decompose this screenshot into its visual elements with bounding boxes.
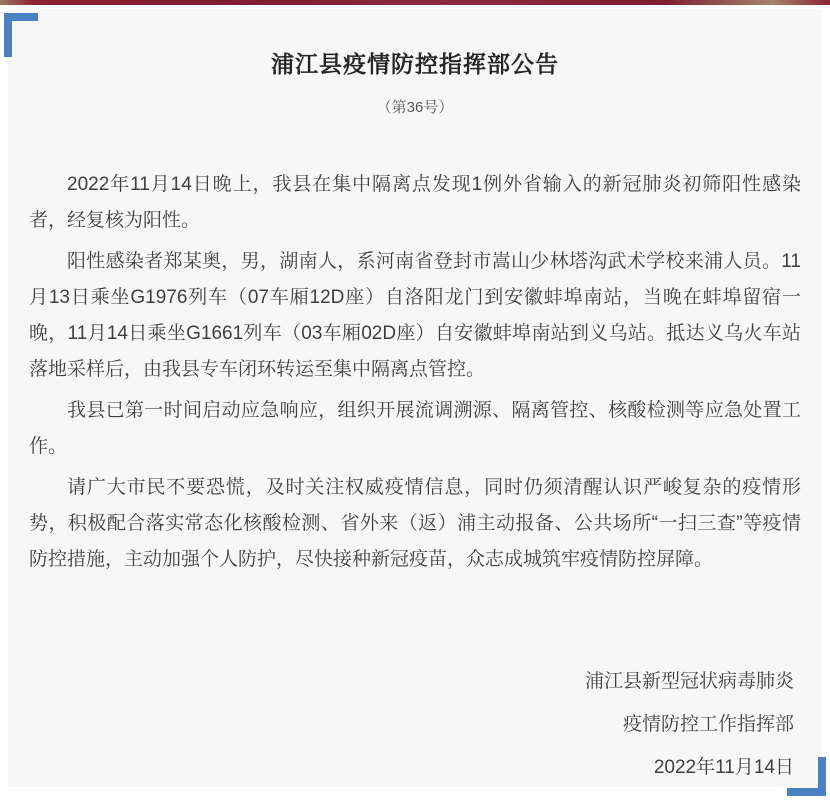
body-paragraph-3: 我县已第一时间启动应急响应，组织开展流调溯源、隔离管控、核酸检测等应急处置工作。 — [29, 400, 801, 457]
body-paragraph-2: 阳性感染者郑某奥，男，湖南人，系河南省登封市嵩山少林塔沟武术学校来浦人员。11月13日乘坐G1976列车（07车厢12D座）自洛阳龙门到安徽蚌埠南站，当晚在蚌埠留宿一晚，11月14日乘坐G1661列车（03车厢02D座）自安徽蚌埠南站到义乌站。抵达义乌火车站落地采样后，由我县专车闭环转运至集中隔离点管控。 — [29, 251, 801, 380]
corner-bracket-top-left-icon — [4, 13, 38, 57]
signature-block — [8, 660, 822, 789]
signature-org-line-2: 疫情防控工作指挥部 — [622, 714, 794, 735]
body-paragraph-1: 2022年11月14日晚上，我县在集中隔离点发现1例外省输入的新冠肺炎初筛阳性感染者，经复核为阳性。 — [29, 174, 801, 231]
signature-org-line-1: 浦江县新型冠状病毒肺炎 — [584, 671, 794, 692]
body-paragraph-4: 请广大市民不要恐慌，及时关注权威疫情信息，同时仍须清醒认识严峻复杂的疫情形势，积极配合落实常态化核酸检测、省外来（返）浦主动报备、公共场所“一扫三查”等疫情防控措施，主动加强个人防护，尽快接种新冠疫苗，众志成城筑牢疫情防控屏障。 — [29, 477, 801, 570]
signature-date: 2022年11月14日 — [653, 757, 794, 778]
corner-bracket-bottom-right-icon — [787, 757, 826, 796]
document-body — [8, 167, 822, 578]
page-title: 浦江县疫情防控指挥部公告 — [271, 51, 559, 77]
document-number: （第36号） — [376, 99, 454, 116]
announcement-card — [8, 9, 822, 787]
top-banner-strip — [0, 0, 830, 5]
